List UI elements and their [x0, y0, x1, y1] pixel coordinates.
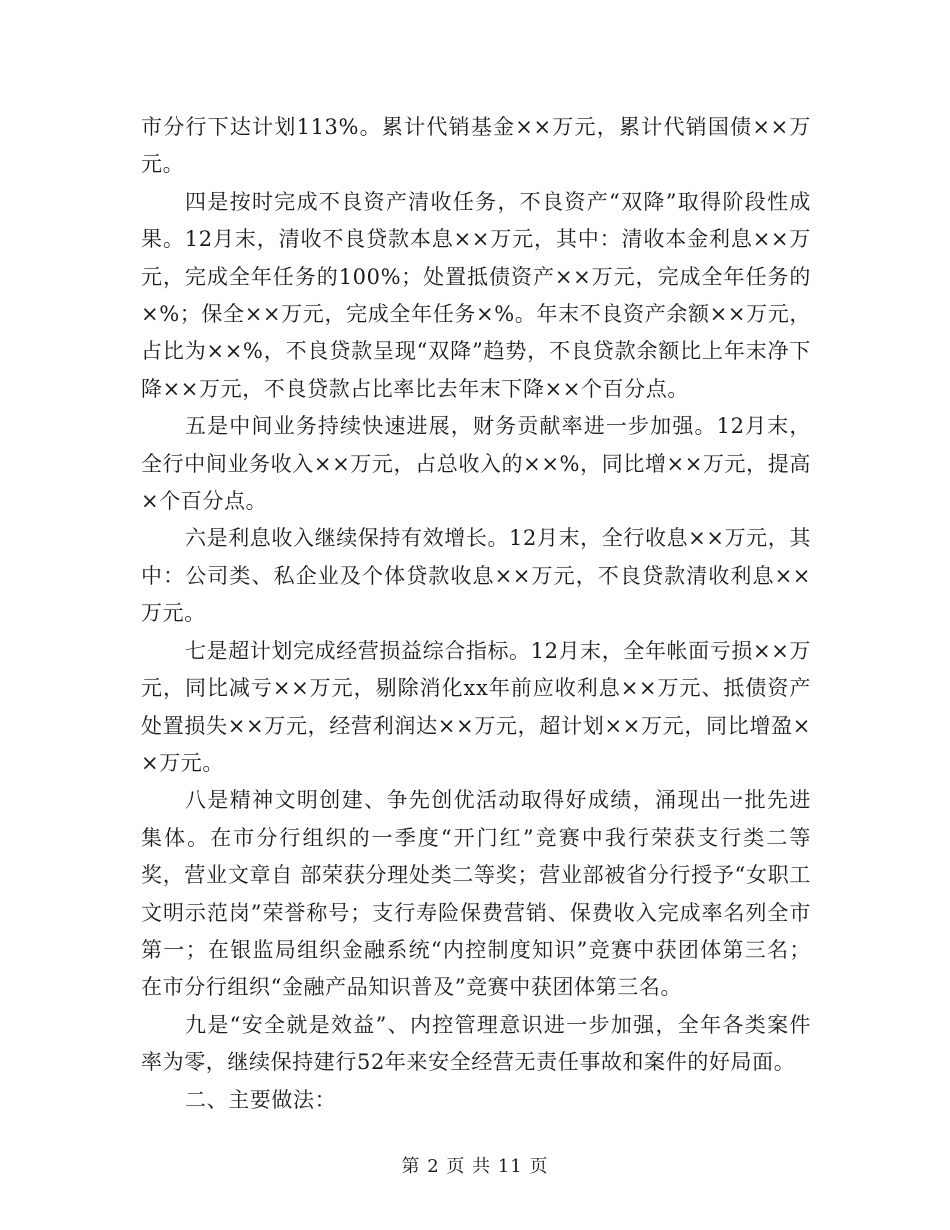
paragraph-7: 九是“安全就是效益”、内控管理意识进一步加强，全年各类案件率为零，继续保持建行52年来安全经营无责任事故和案件的好局面。	[141, 1012, 811, 1075]
paragraph-6: 八是精神文明创建、争先创优活动取得好成绩，涌现出一批先进集体。在市分行组织的一季度“开门红”竞赛中我行荣获支行类二等奖，营业文章自 部荣获分理处类二等奖；营业部被省分行授予“女职工文明示范岗”荣誉称号；支行寿险保费营销、保费收入完成率名列全市第一；在银监局组织金融系统“内控制度知识”竞赛中获团体第三名；在市分行组织“金融产品知识普及”竞赛中获团体第三名。	[141, 788, 811, 1000]
paragraph-5: 七是超计划完成经营损益综合指标。12月末，全年帐面亏损××万元，同比减亏××万元，剔除消化xx年前应收利息××万元、抵债资产处置损失××万元，经营利润达××万元，超计划××万元，同比增盈××万元。	[141, 638, 811, 775]
document-body	[141, 109, 811, 1119]
page-number-footer: 第 2 页 共 11 页	[401, 1156, 549, 1177]
section-heading: 二、主要做法：	[185, 1087, 337, 1112]
paragraph-4: 六是利息收入继续保持有效增长。12月末，全行收息××万元，其中：公司类、私企业及个体贷款收息××万元，不良贷款清收利息××万元。	[141, 526, 811, 626]
paragraph-3: 五是中间业务持续快速进展，财务贡献率进一步加强。12月末，全行中间业务收入××万元，占总收入的××%，同比增××万元，提高×个百分点。	[141, 414, 811, 514]
paragraph-1: 市分行下达计划113%。累计代销基金××万元，累计代销国债××万元。	[141, 115, 811, 177]
paragraph-2: 四是按时完成不良资产清收任务，不良资产“双降”取得阶段性成果。12月末，清收不良贷款本息××万元，其中：清收本金利息××万元，完成全年任务的100%；处置抵债资产××万元，完成全年任务的×%；保全××万元，完成全年任务×%。年末不良资产余额××万元，占比为××%，不良贷款呈现“双降”趋势，不良贷款余额比上年末净下降××万元，不良贷款占比率比去年末下降××个百分点。	[141, 189, 811, 401]
